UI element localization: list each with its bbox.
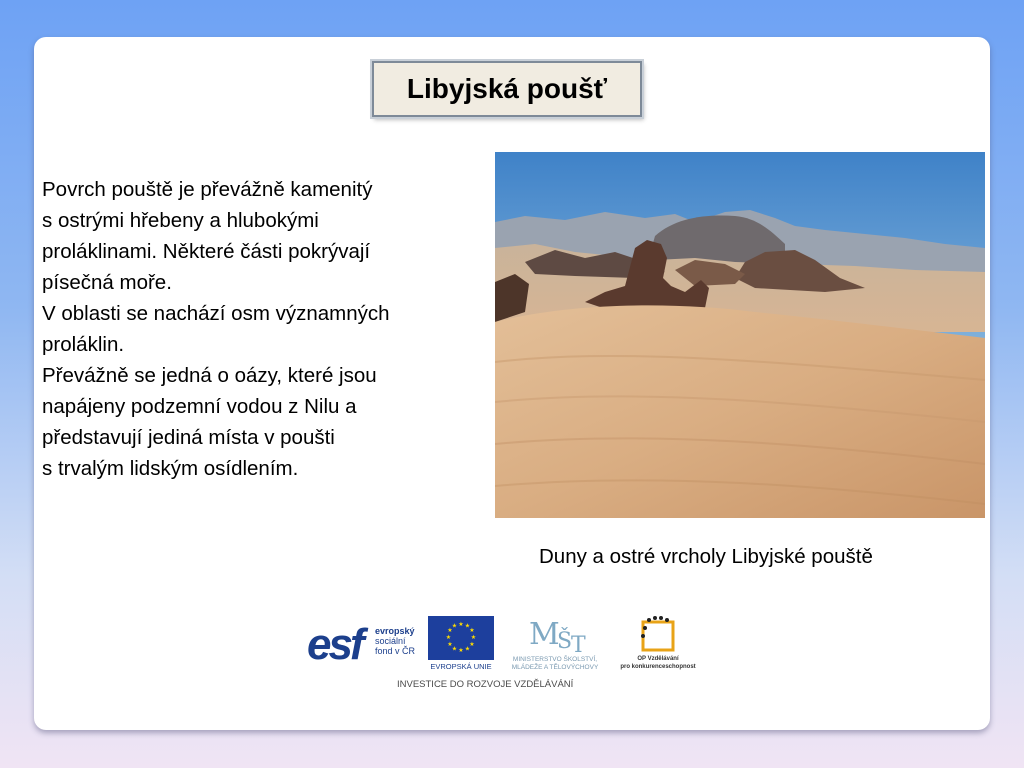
msmt-line: MINISTERSTVO ŠKOLSTVÍ, [512,656,598,663]
desert-dunes-photo [495,152,985,518]
footer-logos [305,612,705,694]
body-line: napájeny podzemní vodou z Nilu a [42,395,357,418]
slide-body-text [42,174,492,484]
svg-text:M: M [529,617,560,652]
svg-text:★: ★ [458,621,464,628]
body-line: proláklinami. Některé části pokrývají [42,240,371,263]
eu-label: EVROPSKÁ UNIE [430,662,492,671]
svg-text:★: ★ [464,622,471,630]
esf-text [375,626,415,656]
body-line: s ostrými hřebeny a hlubokými [42,209,319,232]
svg-text:★: ★ [451,622,458,630]
svg-text:T: T [571,633,586,654]
svg-text:★: ★ [470,634,477,641]
eu-flag-icon [428,616,494,660]
esf-line: evropský [375,626,415,636]
msmt-label [495,656,615,672]
photo-caption: Duny a ostré vrcholy Libyjské pouště [539,545,873,568]
slide-title: Libyjská poušť [406,73,608,104]
svg-text:★: ★ [469,641,475,648]
op-logo-icon [635,614,681,656]
esf-line: sociální [375,636,406,646]
op-line: OP Vzdělávání [637,656,679,662]
svg-text:★: ★ [447,627,453,634]
svg-text:★: ★ [458,647,464,654]
svg-text:★: ★ [451,645,458,653]
slide-title-box [372,61,642,117]
body-line: Povrch pouště je převážně kamenitý [42,178,373,201]
svg-text:★: ★ [447,641,453,648]
msmt-logo-icon [527,614,591,654]
op-label [617,656,699,671]
body-line: V oblasti se nachází osm významných [42,302,390,325]
body-line: písečná moře. [42,271,172,294]
svg-text:★: ★ [464,645,471,653]
body-line: Převážně se jedná o oázy, které jsou [42,364,377,387]
esf-line: fond v ČR [375,646,416,656]
investice-label: INVESTICE DO ROZVOJE VZDĚLÁVÁNÍ [397,679,574,690]
msmt-line: MLÁDEŽE A TĚLOVÝCHOVY [511,664,599,671]
op-line: pro konkurenceschopnost [620,663,696,670]
svg-text:Š: Š [557,629,573,654]
esf-logo: esf [307,620,362,669]
svg-text:★: ★ [469,627,475,634]
body-line: proláklin. [42,333,125,356]
svg-text:★: ★ [445,634,452,641]
body-line: s trvalým lidským osídlením. [42,457,299,480]
body-line: představují jediná místa v poušti [42,426,335,449]
